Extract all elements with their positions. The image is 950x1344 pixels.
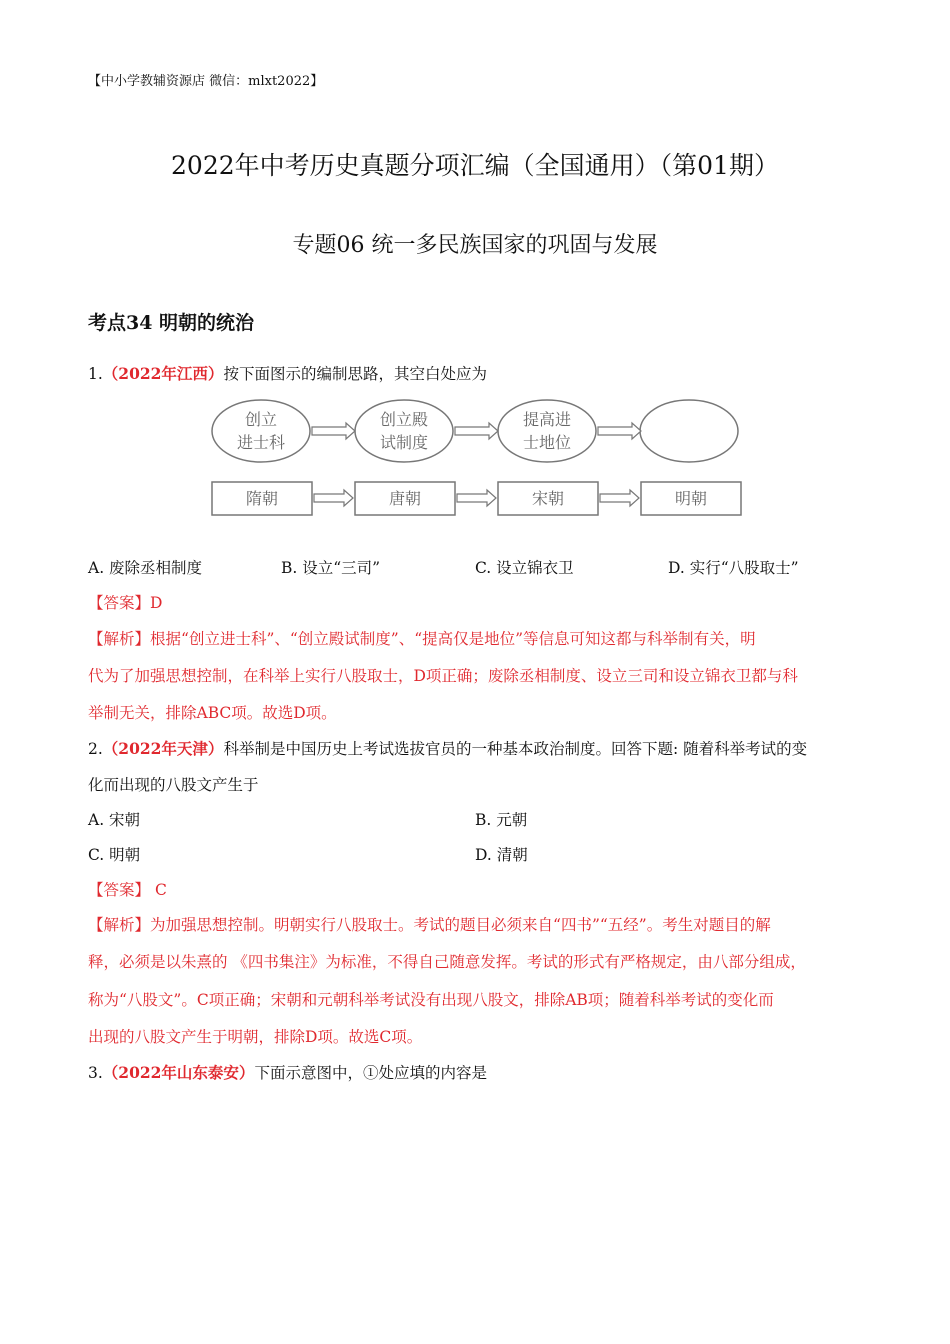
q1-analysis-line-2: 代为了加强思想控制，在科举上实行八股取士，D项正确；废除丞相制度、设立三司和设立锦衣卫都与科 <box>88 667 798 685</box>
q2-source: （2022年天津） <box>102 739 224 758</box>
q2-answer <box>88 878 167 900</box>
q1-option-d: D. 实行“八股取士” <box>668 559 799 577</box>
diagram-box-1 <box>212 482 312 515</box>
q1-analysis-text-1: 根据“创立进士科”、“创立殿试制度”、“提高仅是地位”等信息可知这都与科举制有关，明 <box>150 630 756 648</box>
q2-stem-line-2: 化而出现的八股文产生于 <box>88 776 259 794</box>
box-3-label: 宋朝 <box>531 489 565 508</box>
q1-answer-label: 【答案】 <box>88 594 151 612</box>
box-4-label: 明朝 <box>674 489 708 508</box>
oval-3-line2: 士地位 <box>522 433 572 452</box>
q2-number: 2. <box>88 740 103 758</box>
q2-option-b: B. 元朝 <box>475 811 528 829</box>
q3-number: 3. <box>88 1064 103 1082</box>
box-2-label: 唐朝 <box>388 489 422 508</box>
q1-stem: 按下面图示的编制思路，其空白处应为 <box>223 365 487 383</box>
q2-answer-value: C <box>150 881 167 899</box>
q1-stem-line <box>88 362 487 384</box>
oval-2-line2: 试制度 <box>379 433 429 452</box>
diagram-box-2 <box>355 482 455 515</box>
diagram-box-3 <box>498 482 598 515</box>
q2-analysis-line-3: 称为“八股文”。C项正确；宋朝和元朝科举考试没有出现八股文，排除AB项；随着科举考试的变化而 <box>88 991 774 1009</box>
header-note: 【中小学教辅资源店 微信：mlxt2022】 <box>88 74 324 89</box>
q2-stem-1: 科举制是中国历史上考试选拔官员的一种基本政治制度。回答下题: 随着科举考试的变 <box>223 740 808 758</box>
q2-analysis-line-4: 出现的八股文产生于明朝，排除D项。故选C项。 <box>88 1028 423 1046</box>
q3-stem-line <box>88 1061 487 1083</box>
diagram-oval-2 <box>355 400 453 462</box>
q2-analysis-label: 【解析】 <box>88 916 151 934</box>
diagram-oval-4-blank <box>640 400 738 462</box>
box-1-label: 隋朝 <box>245 489 279 508</box>
q2-answer-label: 【答案】 <box>88 881 151 899</box>
q2-analysis-text-1: 为加强思想控制。明朝实行八股取士。考试的题目必须来自“四书”“五经”。考生对题目的解 <box>150 916 771 934</box>
oval-1-line2: 进士科 <box>236 433 286 452</box>
q2-option-a: A. 宋朝 <box>88 811 141 829</box>
diagram-oval-3 <box>498 400 596 462</box>
q1-option-a: A. 废除丞相制度 <box>88 559 203 577</box>
q2-option-d: D. 清朝 <box>475 846 528 864</box>
q1-option-c: C. 设立锦衣卫 <box>475 559 574 577</box>
q1-diagram <box>205 398 750 522</box>
q1-source: （2022年江西） <box>102 364 224 383</box>
q1-analysis-line-3: 举制无关，排除ABC项。故选D项。 <box>88 704 337 722</box>
q2-analysis-line-2: 释，必须是以朱熹的 《四书集注》为标准，不得自己随意发挥。考试的形式有严格规定，由八部分组成， <box>88 953 806 971</box>
q3-stem: 下面示意图中，①处应填的内容是 <box>254 1064 487 1082</box>
q1-answer-value: D <box>150 594 163 612</box>
q1-analysis-label: 【解析】 <box>88 630 151 648</box>
q1-analysis-line-1 <box>88 627 756 649</box>
q2-stem-line-1 <box>88 737 807 759</box>
q2-option-c: C. 明朝 <box>88 846 141 864</box>
diagram-oval-1 <box>212 400 310 462</box>
q1-number: 1. <box>88 365 103 383</box>
q2-analysis-line-1 <box>88 913 771 935</box>
q3-source: （2022年山东泰安） <box>102 1063 255 1082</box>
page-subtitle: 专题06 统一多民族国家的巩固与发展 <box>292 233 658 258</box>
page-title: 2022年中考历史真题分项汇编（全国通用）（第01期） <box>171 151 779 180</box>
oval-2-line1: 创立殿 <box>379 410 429 429</box>
section-heading: 考点34 明朝的统治 <box>88 312 255 334</box>
diagram-box-4 <box>641 482 741 515</box>
oval-1-line1: 创立 <box>244 410 278 429</box>
q1-option-b: B. 设立“三司” <box>281 559 381 577</box>
q1-answer <box>88 591 162 613</box>
oval-3-line1: 提高进 <box>522 410 572 429</box>
